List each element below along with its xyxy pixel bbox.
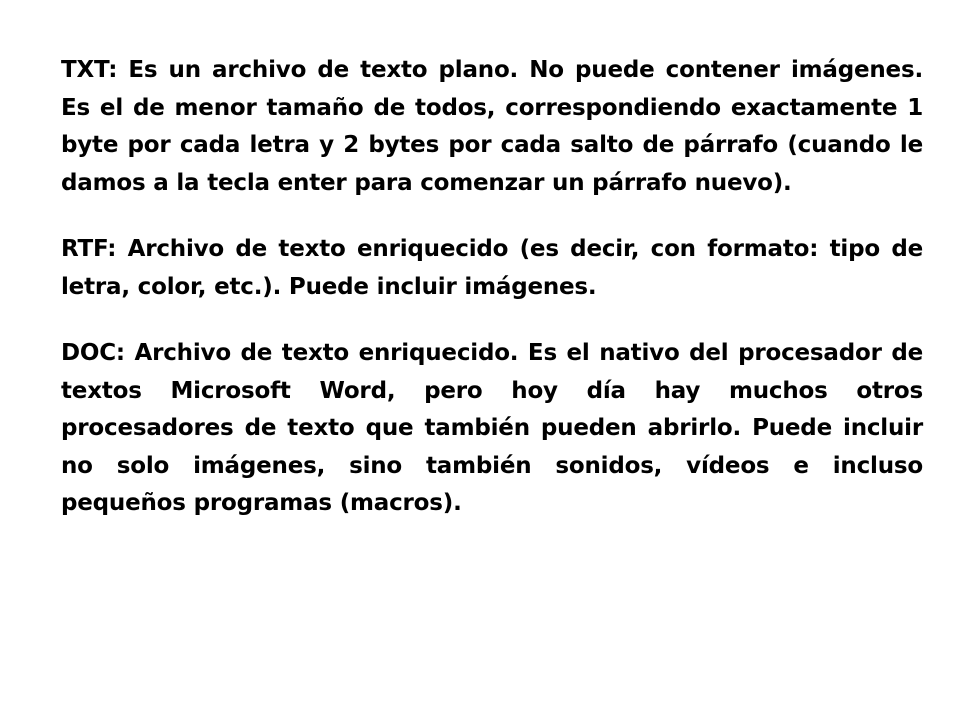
paragraph-txt: TXT: Es un archivo de texto plano. No puede contener imágenes. Es el de menor tamaño de todos, correspondiendo exactamente 1 byte por cada letra y 2 bytes por cada salto de párrafo (cuando le damos a la tecla enter para comenzar un párrafo nuevo). xyxy=(61,57,923,196)
paragraph-rtf: RTF: Archivo de texto enriquecido (es decir, con formato: tipo de letra, color, etc.). Puede incluir imágenes. xyxy=(61,236,923,300)
text-body xyxy=(61,52,923,523)
paragraph-doc: DOC: Archivo de texto enriquecido. Es el nativo del procesador de textos Microsoft Word, pero hoy día hay muchos otros procesadores de texto que también pueden abrirlo. Puede incluir no solo imágenes, sino también sonidos, vídeos e incluso pequeños programas (macros). xyxy=(61,340,923,516)
